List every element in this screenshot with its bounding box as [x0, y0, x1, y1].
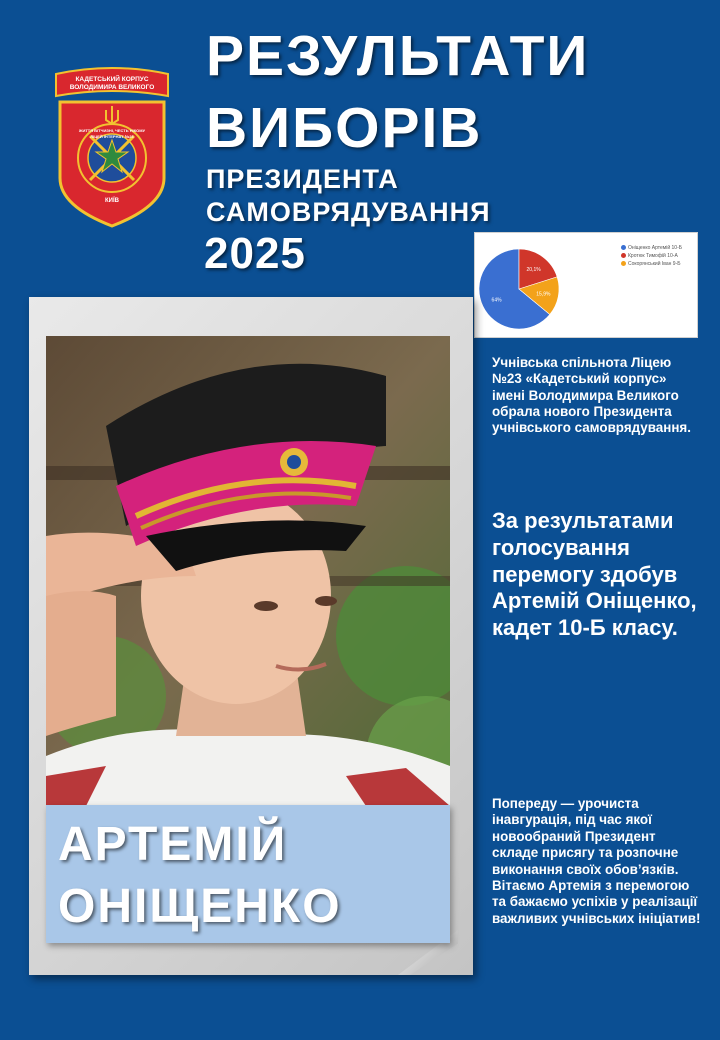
name-plate — [46, 805, 450, 943]
emblem-top-text: КАДЕТСЬКИЙ КОРПУС — [75, 76, 149, 83]
first-name: АРТЕМІЙ — [58, 818, 288, 871]
legend-label: Сокорянський Іван 9-Б — [628, 261, 681, 267]
legend-swatch — [621, 253, 626, 258]
legend-item-3 — [621, 261, 681, 267]
emblem-bottom-text: КИЇВ — [105, 198, 119, 204]
last-name: ОНІЩЕНКО — [58, 880, 342, 933]
pie-slice-label-3: 15,9% — [536, 291, 551, 298]
cadet-photo — [46, 336, 450, 806]
headline-paragraph: За результатами голосування перемогу здобув Артемій Оніщенко, кадет 10-Б класу. — [492, 508, 697, 641]
pie-slice-label-2: 20,1% — [526, 266, 541, 273]
legend-swatch — [621, 261, 626, 266]
closing-paragraph-2: Вітаємо Артемія з перемогою та бажаємо успіхів у реалізації важливих учнівських ініціатив! — [492, 878, 701, 926]
legend-item-1 — [621, 245, 682, 251]
title-results: РЕЗУЛЬТАТИ — [206, 24, 590, 88]
emblem-inner-text: ЛІЦЕЙ ІНТЕРНАТ №23 — [90, 134, 134, 139]
title-president: ПРЕЗИДЕНТА — [206, 164, 399, 194]
pie-slice-label-1: 64% — [491, 297, 502, 304]
legend-swatch — [621, 245, 626, 250]
closing-paragraph-1: Попереду — урочиста інавгурація, під час якої новообраний Президент складе присягу та розпочне виконання своїх обов’язків. — [492, 796, 679, 877]
legend-label: Кротюк Тимофій 10-А — [628, 253, 678, 259]
title-elections: ВИБОРІВ — [206, 96, 483, 160]
results-pie-chart — [474, 232, 698, 338]
legend-label: Оніщенко Артемій 10-Б — [628, 245, 683, 251]
intro-paragraph: Учнівська спільнота Ліцею №23 «Кадетський корпус» імені Володимира Великого обрала нового Президента учнівського самоврядування. — [492, 355, 691, 436]
title-year: 2025 — [204, 229, 306, 278]
cadet-corps-emblem — [50, 66, 174, 230]
closing-paragraphs — [492, 796, 702, 927]
title-self-government: САМОВРЯДУВАННЯ — [206, 197, 491, 227]
emblem-ring-text: ЖИТТЯ ВІТЧИЗНІ, ЧЕСТЬ НІКОМУ — [78, 128, 146, 133]
legend-item-2 — [621, 253, 678, 259]
emblem-sub-text: ВОЛОДИМИРА ВЕЛИКОГО — [69, 84, 155, 91]
